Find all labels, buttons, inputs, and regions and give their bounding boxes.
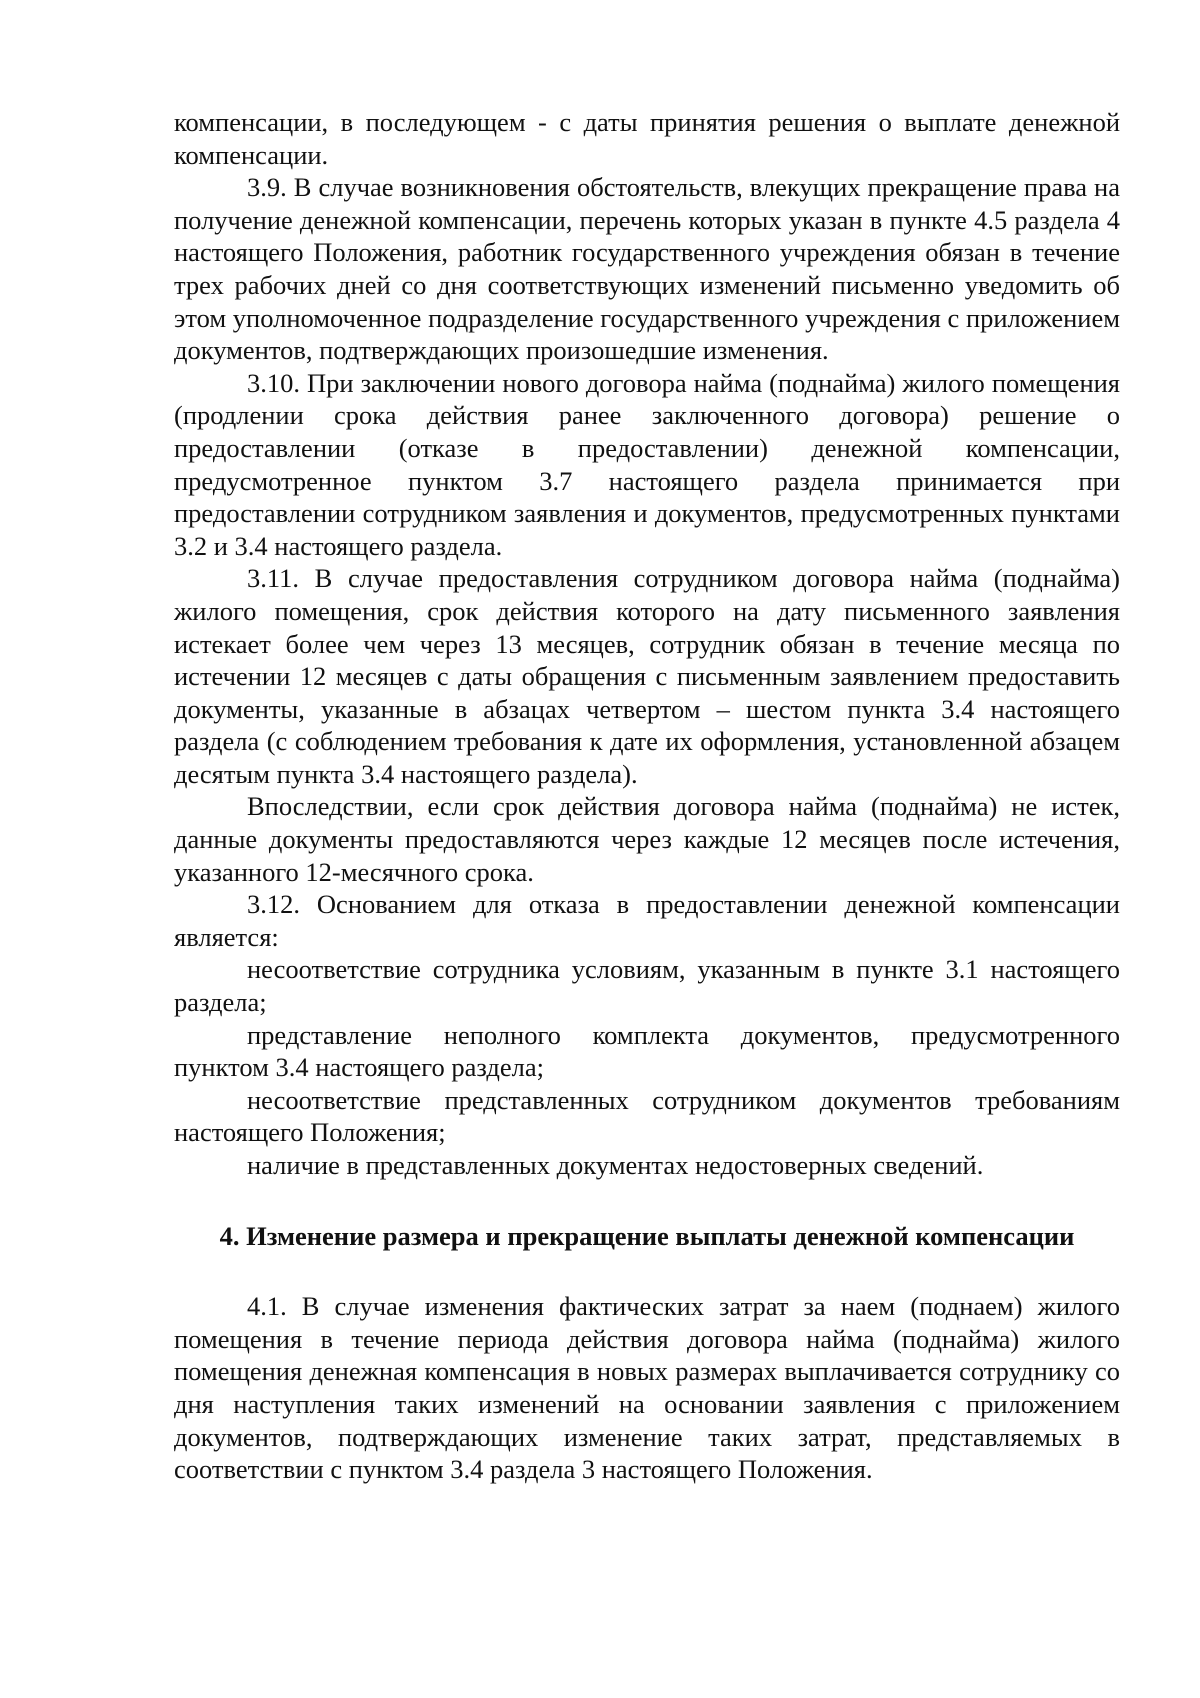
paragraph-4-1: 4.1. В случае изменения фактических затрат за наем (поднаем) жилого помещения в течение периода действия договора найма (поднайма) жилого помещения денежная компенсация в новых размерах выплачивается сотруднику со дня наступления таких изменений на основании заявления с приложением документов, подтверждающих изменение таких затрат, представляемых в соответствии с пунктом 3.4 раздела 3 настоящего Положения. [174,1291,1120,1485]
paragraph-3-11-continued: Впоследствии, если срок действия договора найма (поднайма) не истек, данные документы предоставляются через каждые 12 месяцев после истечения, указанного 12-месячного срока. [174,791,1120,887]
paragraph-3-12: 3.12. Основанием для отказа в предоставлении денежной компенсации является: [174,889,1120,952]
document-page [174,106,1120,1486]
paragraph-3-12-item-2: представление неполного комплекта документов, предусмотренного пунктом 3.4 настоящего раздела; [174,1019,1120,1083]
paragraph-continuation: компенсации, в последующем - с даты принятия решения о выплате денежной компенсации. [174,107,1120,170]
section-4-heading: 4. Изменение размера и прекращение выплаты денежной компенсации [219,1220,1075,1251]
paragraph-3-12-item-3: несоответствие представленных сотрудником документов требованиям настоящего Положения; [174,1084,1120,1148]
paragraph-3-12-item-4: наличие в представленных документах недостоверных сведений. [247,1150,984,1180]
paragraph-3-11: 3.11. В случае предоставления сотрудником договора найма (поднайма) жилого помещения, срок действия которого на дату письменного заявления истекает более чем через 13 месяцев, сотрудник обязан в течение месяца по истечении 12 месяцев с даты обращения с письменным заявлением предоставить документы, указанные в абзацах четвертом – шестом пункта 3.4 настоящего раздела (с соблюдением требования к дате их оформления, установленной абзацем десятым пункта 3.4 настоящего раздела). [174,563,1120,789]
paragraph-3-12-item-1: несоответствие сотрудника условиям, указанным в пункте 3.1 настоящего раздела; [174,954,1120,1018]
paragraph-3-10: 3.10. При заключении нового договора найма (поднайма) жилого помещения (продлении срока действия ранее заключенного договора) решение о предоставлении (отказе в предоставлении) денежной компенсации, предусмотренное пунктом 3.7 настоящего раздела принимается при предоставлении сотрудником заявления и документов, предусмотренных пунктами 3.2 и 3.4 настоящего раздела. [174,367,1120,561]
paragraph-3-9: 3.9. В случае возникновения обстоятельств, влекущих прекращение права на получение денежной компенсации, перечень которых указан в пункте 4.5 раздела 4 настоящего Положения, работник государственного учреждения обязан в течение трех рабочих дней со дня соответствующих изменений письменно уведомить об этом уполномоченное подразделение государственного учреждения с приложением документов, подтверждающих произошедшие изменения. [174,172,1120,366]
